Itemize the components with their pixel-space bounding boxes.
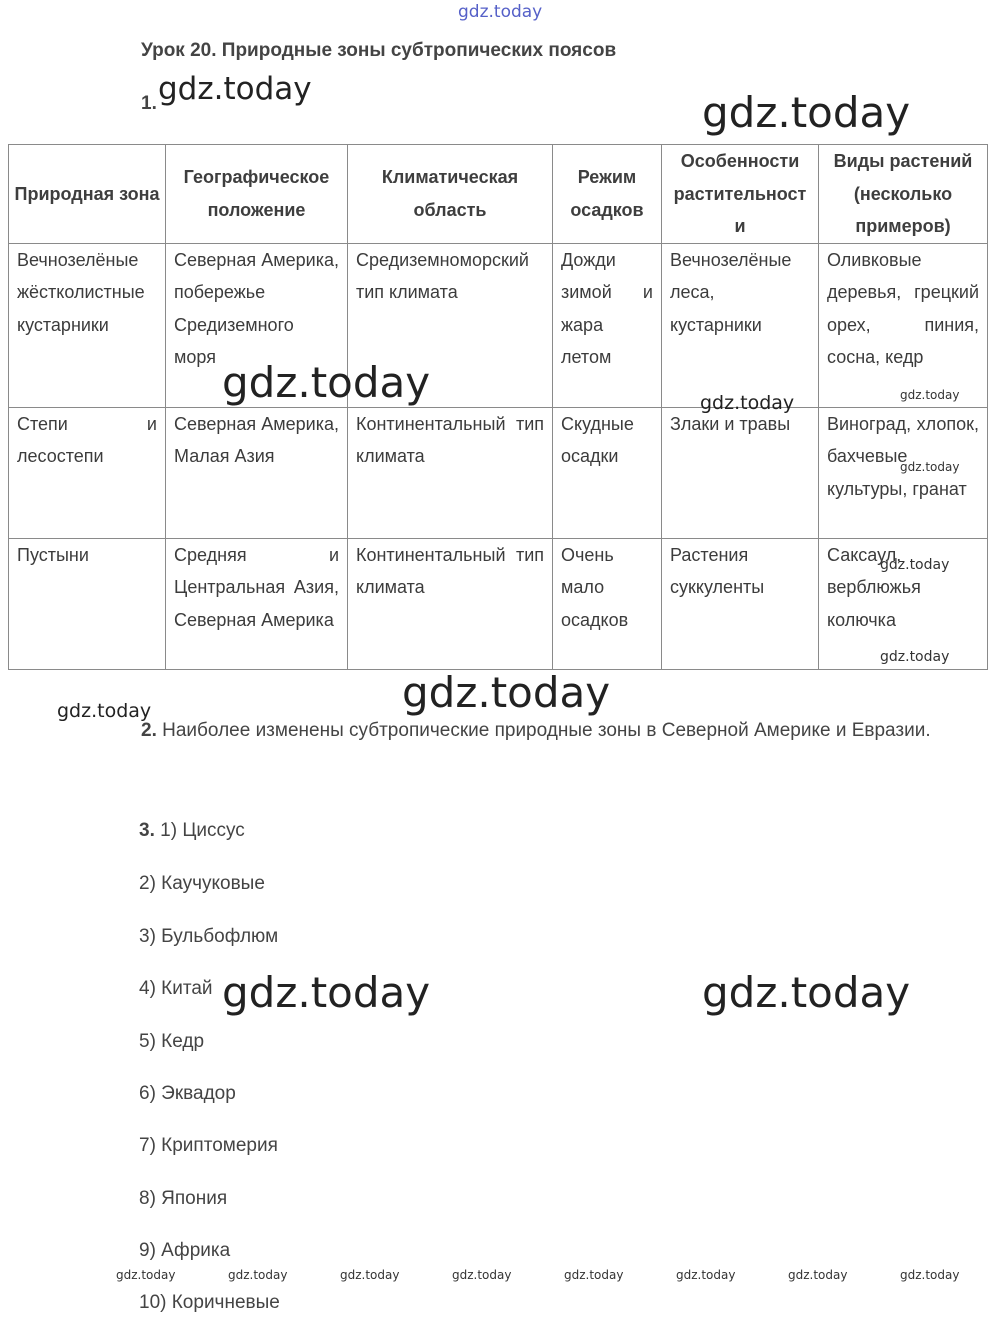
table-cell: Злаки и травы [662,407,819,538]
table-cell: Саксаул, верблюжья колючка [819,538,988,669]
question-3-answer-10: 10) Коричневые [139,1292,280,1313]
watermark: gdz.today [700,392,795,414]
table-row [9,538,988,669]
header-precipitation: Режим осадков [553,145,662,244]
table-cell: Виноград, хлопок, бахчевые культуры, гранат [819,407,988,538]
table-cell: Вечнозелёные жёстколистные кустарники [9,243,166,407]
watermark: gdz.today [452,1268,512,1282]
watermark: gdz.today [564,1268,624,1282]
header-vegetation-features: Особенности растительност и [662,145,819,244]
watermark: gdz.today [158,71,312,107]
watermark: gdz.today [116,1268,176,1282]
header-geo-position: Географическое положение [166,145,348,244]
page-title: Урок 20. Природные зоны субтропических поясов [141,40,617,61]
table-cell: Оливковые деревья, грецкий орех, пиния, сосна, кедр [819,243,988,407]
question-2 [141,712,938,749]
table-cell: Средняя и Центральная Азия, Северная Америка [166,538,348,669]
table-cell: Средиземноморский тип климата [348,243,553,407]
watermark: gdz.today [900,388,960,402]
header-natural-zone: Природная зона [9,145,166,244]
question-3-answer-8: 8) Япония [139,1188,228,1209]
question-2-number: 2. [141,720,157,741]
watermark: gdz.today [222,968,431,1017]
watermark: gdz.today [880,649,950,665]
table-row [9,243,988,407]
table-cell: Северная Америка, Малая Азия [166,407,348,538]
answer-text: 1) Циссус [160,820,245,841]
question-3-answer-9: 9) Африка [139,1240,231,1261]
table-cell: Континентальный тип климата [348,407,553,538]
header-plant-species: Виды растений (несколько примеров) [819,145,988,244]
table-cell: Растения суккуленты [662,538,819,669]
natural-zones-table [8,144,988,670]
watermark: gdz.today [228,1268,288,1282]
watermark: gdz.today [222,358,431,407]
table-cell: Континентальный тип климата [348,538,553,669]
table-cell: Пустыни [9,538,166,669]
question-3-answer-7: 7) Криптомерия [139,1135,278,1156]
watermark: gdz.today [788,1268,848,1282]
table-cell: Вечнозелёные леса, кустарники [662,243,819,407]
watermark: gdz.today [702,88,911,137]
watermark: gdz.today [900,460,960,474]
table-cell: Очень мало осадков [553,538,662,669]
question-3-answer-4: 4) Китай [139,978,213,999]
watermark: gdz.today [676,1268,736,1282]
watermark: gdz.today [900,1268,960,1282]
question-3-answer-2: 2) Каучуковые [139,873,265,894]
table-cell: Степи и лесостепи [9,407,166,538]
watermark: gdz.today [57,700,152,722]
header-climate-region: Климатическая область [348,145,553,244]
question-2-text: Наиболее изменены субтропические природные зоны в Северной Америке и Евразии. [162,720,931,741]
question-3-answer-6: 6) Эквадор [139,1083,236,1104]
question-1-number: 1. [141,93,157,114]
table-cell: Скудные осадки [553,407,662,538]
watermark: gdz.today [458,2,543,22]
watermark: gdz.today [402,668,611,717]
question-3-answer-3: 3) Бульбофлюм [139,926,279,947]
question-3-answer-5: 5) Кедр [139,1031,205,1052]
table-cell: Северная Америка, побережье Средиземного моря [166,243,348,407]
question-3-answer-1 [139,820,245,842]
table-header-row [9,145,988,244]
question-3-number: 3. [139,820,155,841]
watermark: gdz.today [880,557,950,573]
table-cell: Дожди зимой и жара летом [553,243,662,407]
watermark: gdz.today [702,968,911,1017]
watermark: gdz.today [340,1268,400,1282]
table-row [9,407,988,538]
